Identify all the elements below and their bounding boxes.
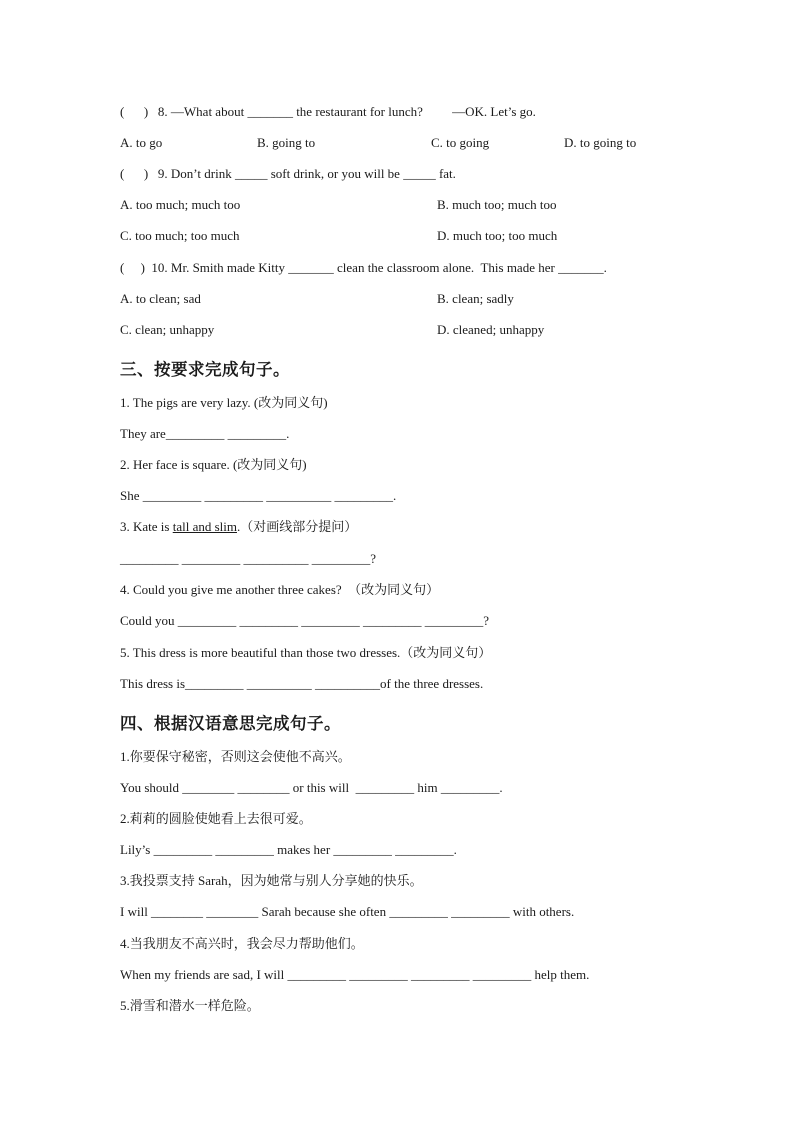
q9-option-b: B. much too; much too [437, 197, 557, 212]
s3-a1: They are_________ _________. [120, 426, 290, 441]
s3-a5: This dress is_________ __________ __________of the three dresses. [120, 676, 484, 691]
s4-q4: 4.当我朋友不高兴时，我会尽力帮助他们。 [120, 936, 364, 951]
q10-option-d: D. cleaned; unhappy [437, 322, 545, 337]
s3-q3-underlined: tall and slim [172, 519, 237, 534]
section3-heading: 三、按要求完成句子。 [120, 360, 290, 379]
q8-option-c: C. to going [431, 135, 490, 150]
q8-option-b: B. going to [257, 135, 316, 150]
q9-option-a: A. too much; much too [120, 197, 241, 212]
q8-option-a: A. to go [120, 135, 163, 150]
q8-stem: ( ) 8. —What about _______ the restaurant for lunch? —OK. Let’s go. [120, 104, 536, 119]
s4-q5: 5.滑雪和潜水一样危险。 [120, 998, 260, 1013]
s3-a4: Could you _________ _________ _________ _________ _________? [120, 613, 490, 628]
s3-a2: She _________ _________ __________ _________. [120, 488, 397, 503]
s4-a1: You should ________ ________ or this will _________ him _________. [120, 780, 503, 795]
s4-a4: When my friends are sad, I will _________ _________ _________ _________ help them. [120, 967, 590, 982]
q9-option-d: D. much too; too much [437, 228, 558, 243]
s3-q3 [120, 519, 357, 535]
q9-option-c: C. too much; too much [120, 228, 240, 243]
s3-q1: 1. The pigs are very lazy. (改为同义句) [120, 395, 328, 410]
q9-stem: ( ) 9. Don’t drink _____ soft drink, or you will be _____ fat. [120, 166, 456, 181]
q10-stem: ( ) 10. Mr. Smith made Kitty _______ clean the classroom alone. This made her _______. [120, 260, 607, 275]
s4-a2: Lily’s _________ _________ makes her _________ _________. [120, 842, 457, 857]
q10-option-c: C. clean; unhappy [120, 322, 215, 337]
q10-option-b: B. clean; sadly [437, 291, 514, 306]
s4-q2: 2.莉莉的圆脸使她看上去很可爱。 [120, 811, 312, 826]
s3-q3-suffix: .（对画线部分提问） [237, 519, 358, 534]
s4-q1: 1.你要保守秘密，否则这会使他不高兴。 [120, 749, 351, 764]
s3-a3: _________ _________ __________ _________? [120, 551, 377, 566]
q8-option-d: D. to going to [564, 135, 637, 150]
s3-q4: 4. Could you give me another three cakes? （改为同义句） [120, 582, 440, 597]
s3-q5: 5. This dress is more beautiful than those two dresses.（改为同义句） [120, 645, 492, 660]
s4-a3: I will ________ ________ Sarah because she often _________ _________ with others. [120, 904, 575, 919]
s3-q3-prefix: 3. Kate is [120, 519, 173, 534]
q10-option-a: A. to clean; sad [120, 291, 201, 306]
section4-heading: 四、根据汉语意思完成句子。 [120, 714, 341, 733]
s3-q2: 2. Her face is square. (改为同义句) [120, 457, 307, 472]
s4-q3: 3.我投票支持 Sarah，因为她常与别人分享她的快乐。 [120, 873, 423, 888]
